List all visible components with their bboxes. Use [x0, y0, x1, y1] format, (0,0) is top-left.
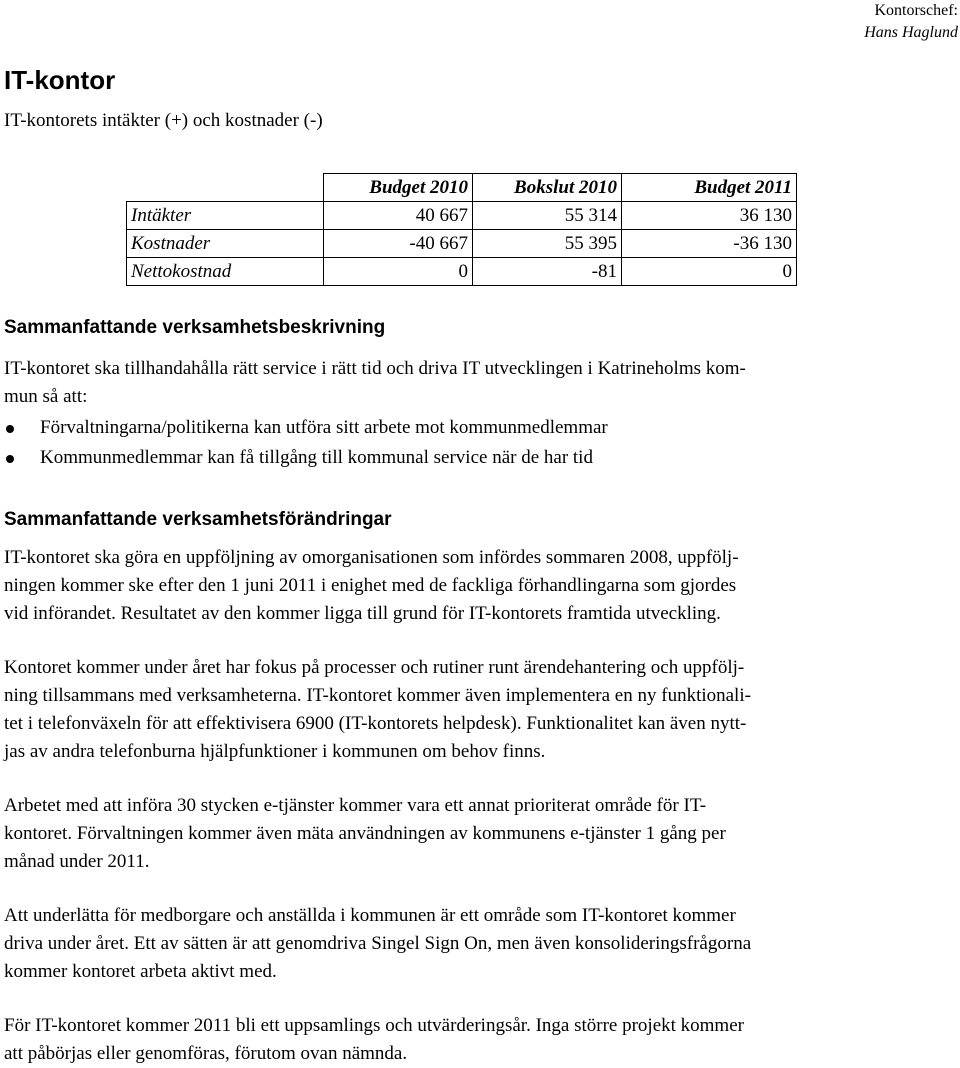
- description-bullet-list: [0, 413, 608, 473]
- text-line: Att underlätta för medborgare och anställda i kommunen är ett område som IT-kontoret kommer: [4, 905, 736, 926]
- text-line: För IT-kontoret kommer 2011 bli ett uppsamlings och utvärderingsår. Inga större projekt kommer: [4, 1015, 744, 1036]
- table-row: [127, 230, 797, 258]
- list-item-text: Förvaltningarna/politikerna kan utföra sitt arbete mot kommunmedlemmar: [40, 417, 608, 438]
- table-cell: 55 314: [473, 202, 622, 230]
- paragraph: [4, 902, 950, 986]
- text-line: månad under 2011.: [4, 851, 150, 872]
- text-line: IT-kontoret ska tillhandahålla rätt service i rätt tid och driva IT utvecklingen i Katrineholms kom-: [4, 358, 746, 379]
- column-header: Budget 2010: [324, 174, 473, 202]
- paragraph: [4, 792, 950, 876]
- paragraph: [4, 544, 950, 628]
- department-head: [864, 0, 958, 44]
- table-cell: 40 667: [324, 202, 473, 230]
- table-row: [127, 202, 797, 230]
- text-line: ningen kommer ske efter den 1 juni 2011 i enighet med de fackliga förhandlingarna som gjordes: [4, 575, 737, 596]
- table-cell: -81: [473, 258, 622, 286]
- text-line: driva under året. Ett av sätten är att genomdriva Singel Sign On, men även konsolideringsfrågorna: [4, 933, 752, 954]
- description-intro: [4, 355, 950, 411]
- table-cell: -40 667: [324, 230, 473, 258]
- table-header-row: [127, 174, 797, 202]
- table-cell: -36 130: [622, 230, 797, 258]
- table-cell: 36 130: [622, 202, 797, 230]
- bullet-icon: [6, 455, 14, 463]
- text-line: kommer kontoret arbeta aktivt med.: [4, 961, 277, 982]
- text-line: vid införandet. Resultatet av den kommer ligga till grund för IT-kontorets framtida utveckling.: [4, 603, 721, 624]
- paragraph: [4, 654, 950, 766]
- page-subtitle: IT-kontorets intäkter (+) och kostnader (-): [4, 110, 323, 131]
- table-row: [127, 258, 797, 286]
- row-label: Nettokostnad: [127, 258, 324, 286]
- column-header: Bokslut 2010: [473, 174, 622, 202]
- row-label: Intäkter: [127, 202, 324, 230]
- department-head-name: Hans Haglund: [864, 24, 958, 41]
- text-line: jas av andra telefonburna hjälpfunktioner i kommunen om behov finns.: [4, 741, 546, 762]
- budget-table: [126, 173, 797, 286]
- section-heading-description: Sammanfattande verksamhetsbeskrivning: [4, 317, 386, 338]
- text-line: Arbetet med att införa 30 stycken e-tjänster kommer vara ett annat prioriterat område för IT-: [4, 795, 707, 816]
- text-line: Kontoret kommer under året har fokus på processer och rutiner runt ärendehantering och uppfölj-: [4, 657, 745, 678]
- text-line: tet i telefonväxeln för att effektivisera 6900 (IT-kontorets helpdesk). Funktionalitet kan även nytt-: [4, 713, 747, 734]
- page-title: IT-kontor: [4, 65, 116, 95]
- bullet-icon: [6, 425, 14, 433]
- paragraph: [4, 1012, 950, 1068]
- table-corner: [127, 174, 324, 202]
- list-item: [0, 413, 608, 443]
- column-header: Budget 2011: [622, 174, 797, 202]
- table-cell: 0: [622, 258, 797, 286]
- row-label: Kostnader: [127, 230, 324, 258]
- text-line: IT-kontoret ska göra en uppföljning av omorganisationen som infördes sommaren 2008, uppfölj-: [4, 547, 739, 568]
- text-line: mun så att:: [4, 386, 88, 407]
- text-line: ning tillsammans med verksamheterna. IT-kontoret kommer även implementera en ny funktionali-: [4, 685, 751, 706]
- list-item-text: Kommunmedlemmar kan få tillgång till kommunal service när de har tid: [40, 447, 593, 468]
- text-line: kontoret. Förvaltningen kommer även mäta användningen av kommunens e-tjänster 1 gång per: [4, 823, 726, 844]
- section-heading-changes: Sammanfattande verksamhetsförändringar: [4, 509, 392, 530]
- table-cell: 0: [324, 258, 473, 286]
- text-line: att påbörjas eller genomföras, förutom ovan nämnda.: [4, 1043, 408, 1064]
- list-item: [0, 443, 608, 473]
- table-cell: 55 395: [473, 230, 622, 258]
- department-head-role: Kontorschef:: [874, 2, 958, 19]
